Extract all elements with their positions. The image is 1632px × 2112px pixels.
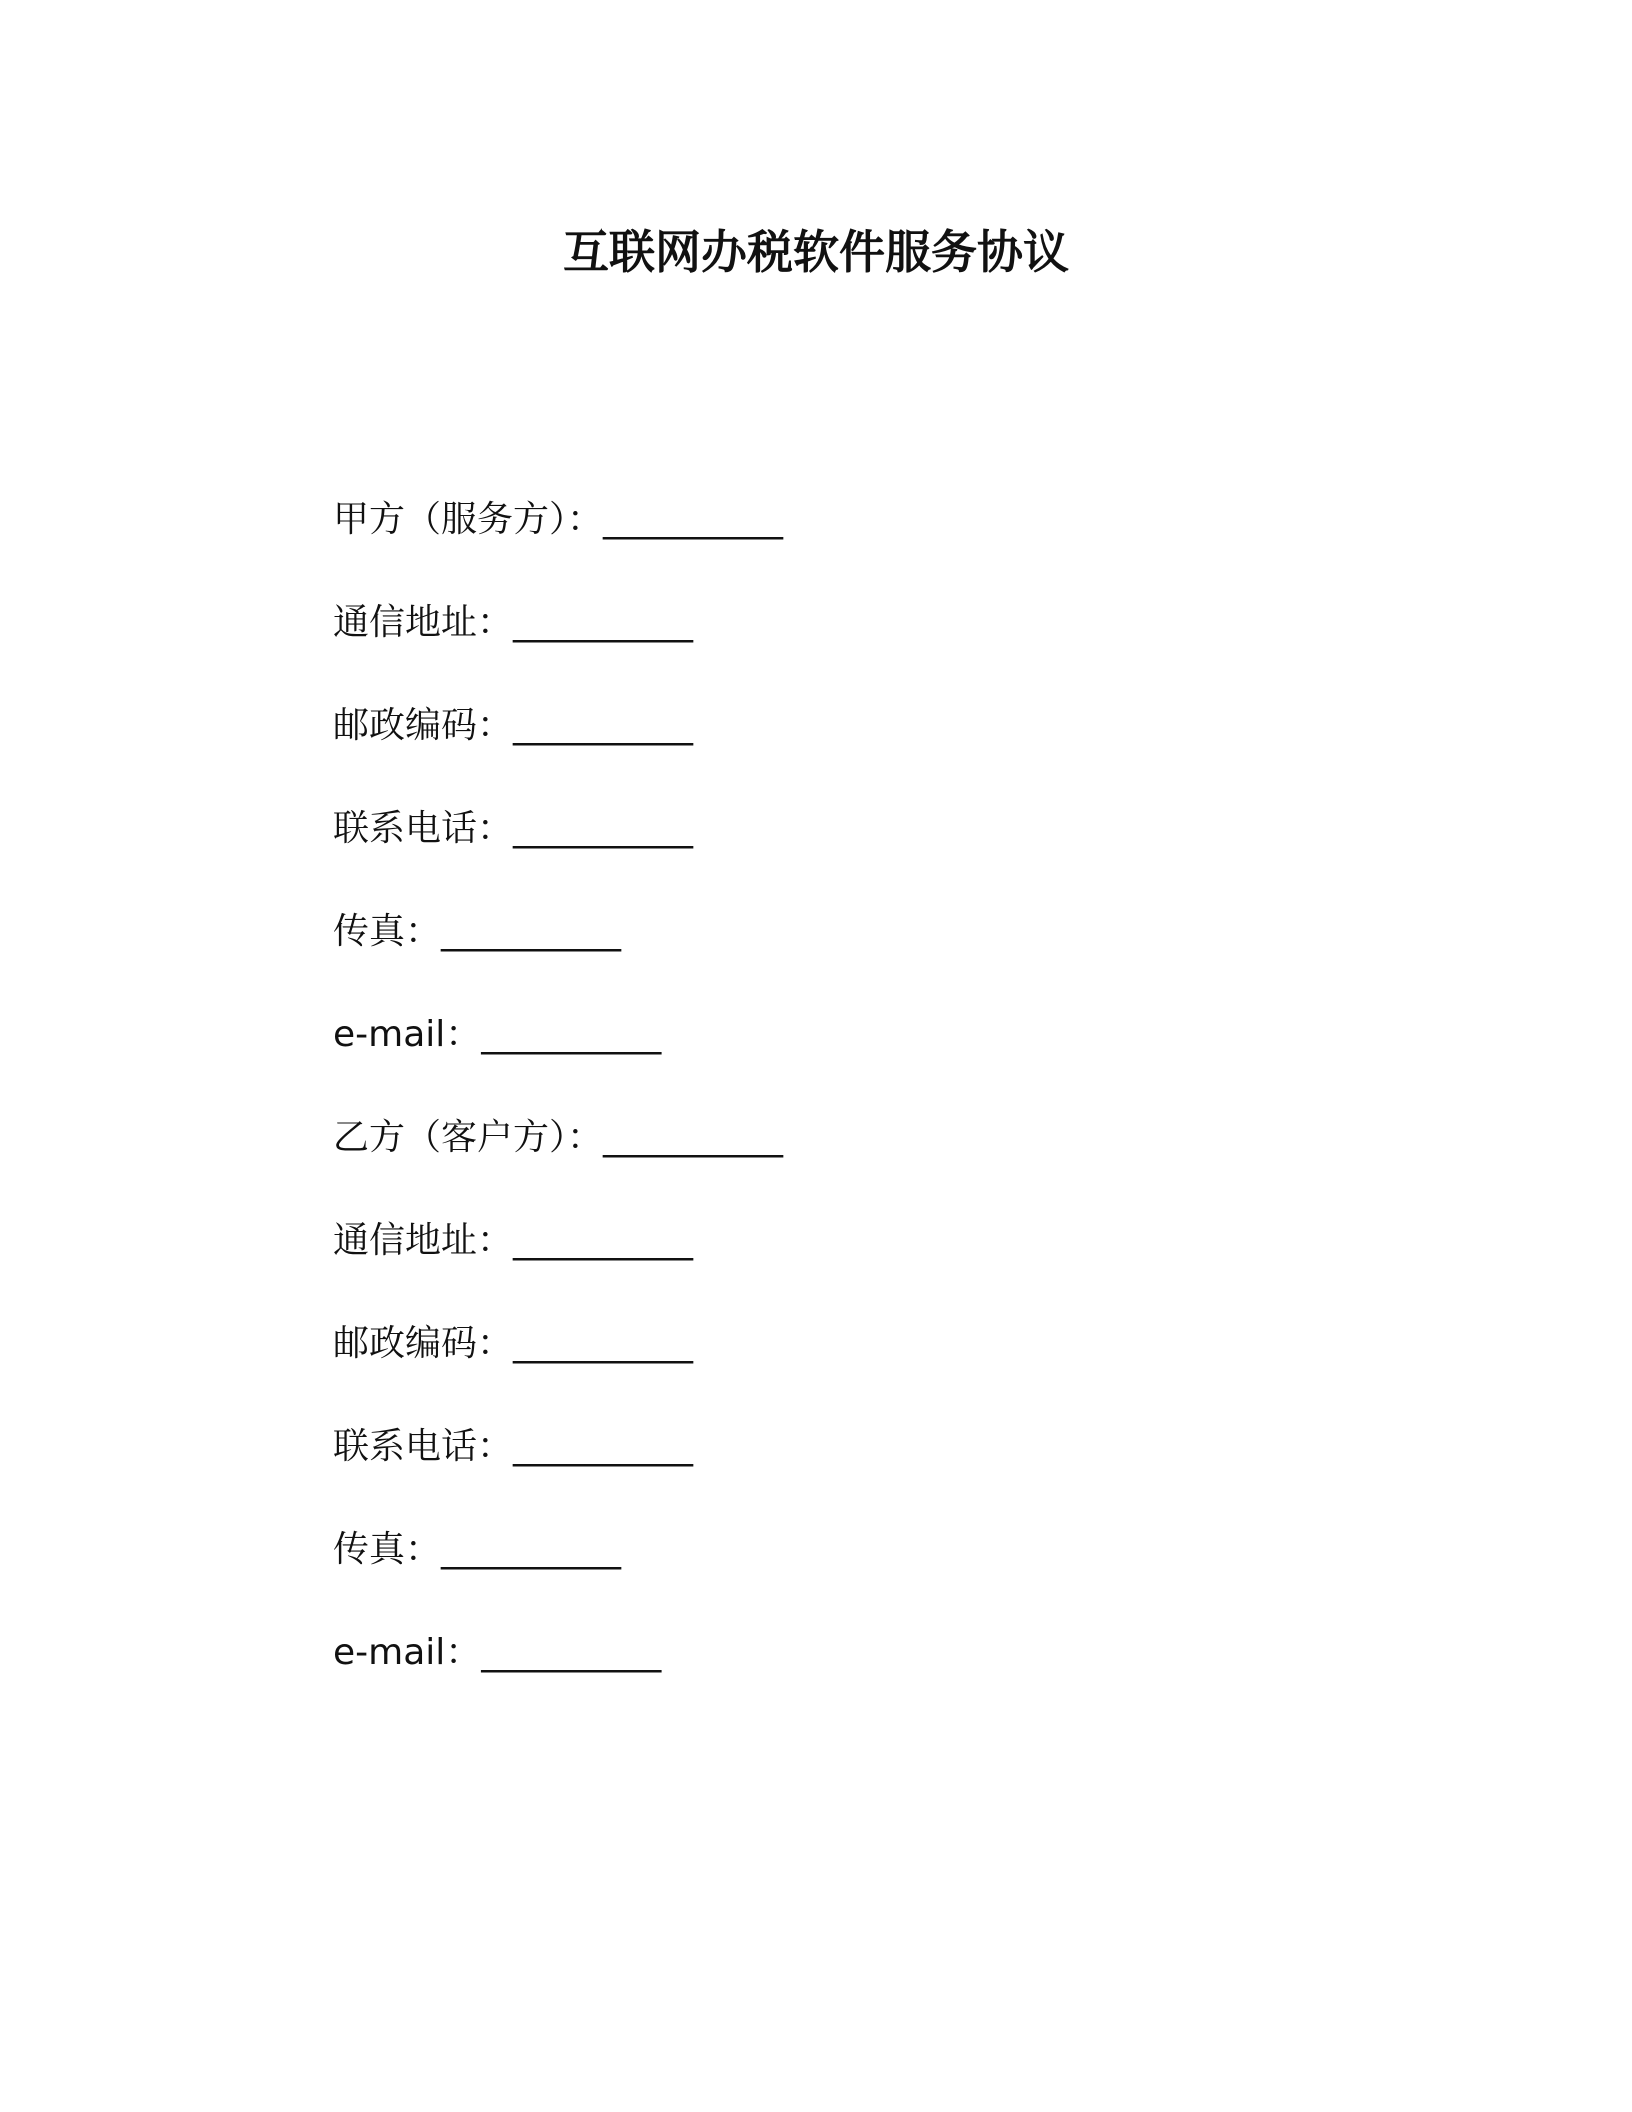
party-b-heading-line bbox=[333, 1114, 783, 1162]
party-b-email-line bbox=[333, 1629, 661, 1677]
party-a-fax-blank[interactable]: __________ bbox=[441, 911, 622, 952]
party-b-phone-line bbox=[333, 1423, 693, 1471]
party-b-address-blank[interactable]: __________ bbox=[513, 1220, 694, 1261]
party-b-heading: 乙方（客户方）： bbox=[333, 1117, 604, 1158]
party-a-name-blank[interactable]: __________ bbox=[603, 499, 784, 540]
party-b-email-label: e-mail： bbox=[333, 1632, 482, 1673]
party-b-postcode-label: 邮政编码： bbox=[333, 1323, 514, 1364]
party-a-email-blank[interactable]: __________ bbox=[481, 1014, 662, 1055]
party-b-fax-line bbox=[333, 1526, 621, 1574]
party-b-fax-label: 传真： bbox=[333, 1529, 442, 1570]
party-b-address-line bbox=[333, 1217, 693, 1265]
party-b-fax-blank[interactable]: __________ bbox=[441, 1529, 622, 1570]
party-a-address-line bbox=[333, 599, 693, 647]
party-a-email-label: e-mail： bbox=[333, 1014, 482, 1055]
party-b-phone-label: 联系电话： bbox=[333, 1426, 514, 1467]
party-a-heading: 甲方（服务方）： bbox=[333, 499, 604, 540]
party-a-phone-blank[interactable]: __________ bbox=[513, 808, 694, 849]
party-a-heading-line bbox=[333, 496, 783, 544]
party-a-postcode-line bbox=[333, 702, 693, 750]
party-b-postcode-blank[interactable]: __________ bbox=[513, 1323, 694, 1364]
party-b-email-blank[interactable]: __________ bbox=[481, 1632, 662, 1673]
party-a-fax-label: 传真： bbox=[333, 911, 442, 952]
party-a-phone-line bbox=[333, 805, 693, 853]
party-a-address-blank[interactable]: __________ bbox=[513, 602, 694, 643]
party-b-name-blank[interactable]: __________ bbox=[603, 1117, 784, 1158]
party-a-fax-line bbox=[333, 908, 621, 956]
party-b-address-label: 通信地址： bbox=[333, 1220, 514, 1261]
party-a-email-line bbox=[333, 1011, 661, 1059]
party-a-postcode-blank[interactable]: __________ bbox=[513, 705, 694, 746]
party-a-phone-label: 联系电话： bbox=[333, 808, 514, 849]
document-title: 互联网办税软件服务协议 bbox=[563, 225, 1069, 279]
party-a-postcode-label: 邮政编码： bbox=[333, 705, 514, 746]
party-b-postcode-line bbox=[333, 1320, 693, 1368]
party-b-phone-blank[interactable]: __________ bbox=[513, 1426, 694, 1467]
party-a-address-label: 通信地址： bbox=[333, 602, 514, 643]
